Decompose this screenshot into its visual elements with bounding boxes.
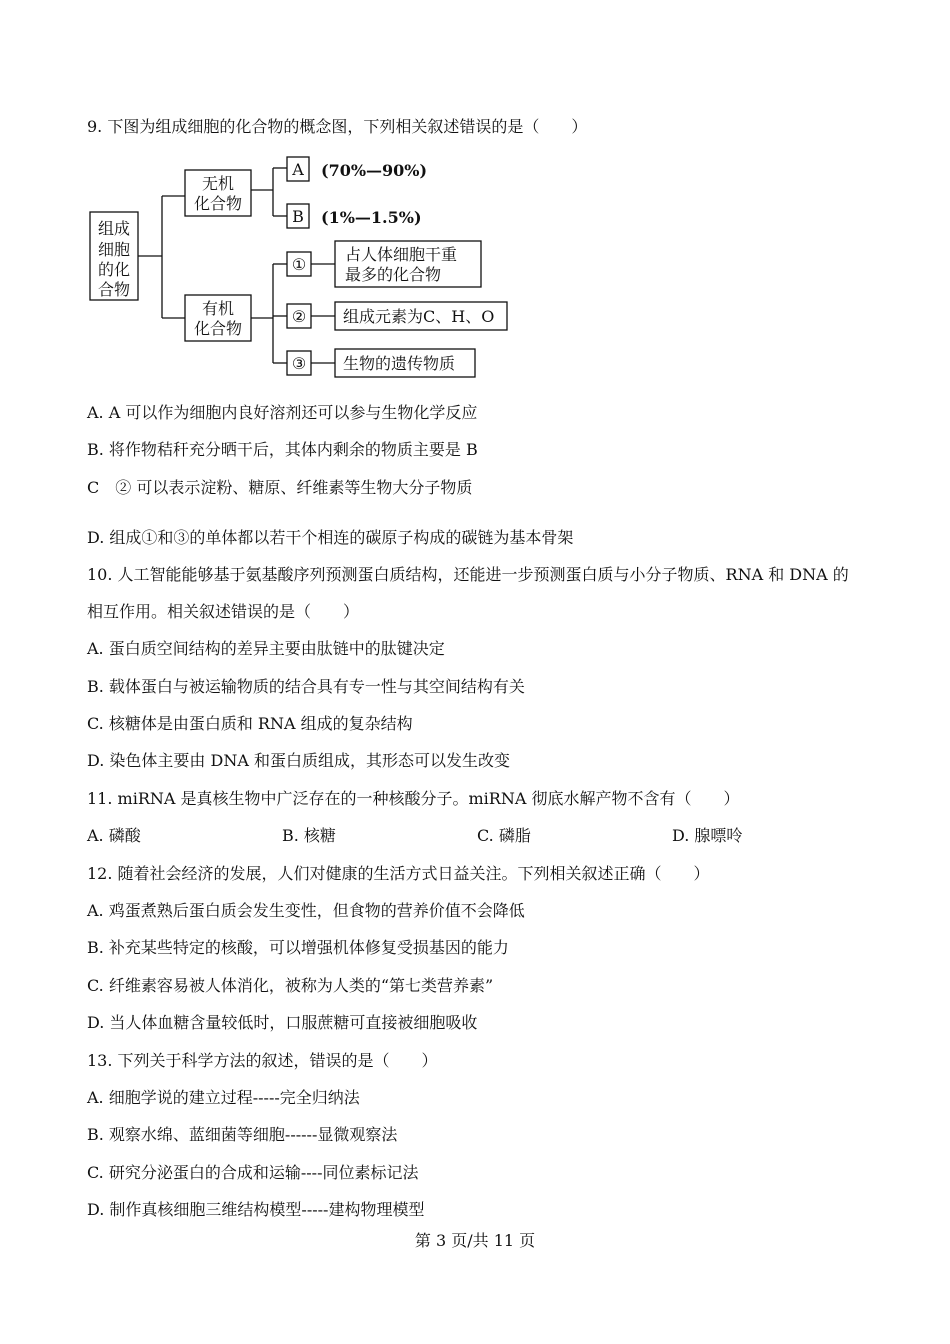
q12-option-d: D. 当人体血糖含量较低时，口服蔗糖可直接被细胞吸收 [87,1013,478,1032]
q9-option-d: D. 组成①和③的单体都以若干个相连的碳原子构成的碳链为基本骨架 [87,528,574,547]
page-footer: 第 3 页/共 11 页 [414,1231,536,1250]
q11-option-a: A. 磷酸 [87,826,141,845]
q10-option-d: D. 染色体主要由 DNA 和蛋白质组成，其形态可以发生改变 [87,751,510,770]
q10-option-b: B. 载体蛋白与被运输物质的结合具有专一性与其空间结构有关 [87,677,525,696]
q10-option-c: C. 核糖体是由蛋白质和 RNA 组成的复杂结构 [87,714,413,733]
q9-option-a: A. A 可以作为细胞内良好溶剂还可以参与生物化学反应 [87,403,478,422]
diagram-n2-text: 组成元素为C、H、O [343,307,495,326]
diagram-inorganic-line1: 无机 [201,174,235,193]
diagram-n1-text-line1: 占人体细胞干重 [345,245,458,264]
q13-stem: 13. 下列关于科学方法的叙述，错误的是（ ） [87,1051,438,1070]
diagram-a-value: (70%—90%) [321,161,428,180]
diagram-b-label: B [292,207,304,226]
q9-option-c: C ② 可以表示淀粉、糖原、纤维素等生物大分子物质 [87,478,473,497]
diagram-root-line3: 的化 [97,260,131,279]
diagram-organic-line2: 化合物 [193,319,243,338]
diagram-n3-label: ③ [291,354,307,373]
q9-option-b: B. 将作物秸秆充分晒干后，其体内剩余的物质主要是 B [87,440,478,459]
q12-option-a: A. 鸡蛋煮熟后蛋白质会发生变性，但食物的营养价值不会降低 [87,901,525,920]
diagram-root-line1: 组成 [97,219,131,238]
q9-stem: 9. 下图为组成细胞的化合物的概念图，下列相关叙述错误的是（ ） [87,117,588,136]
q10-option-a: A. 蛋白质空间结构的差异主要由肽链中的肽键决定 [87,639,445,658]
q12-stem: 12. 随着社会经济的发展，人们对健康的生活方式日益关注。下列相关叙述正确（ ） [87,864,710,883]
diagram-n1-label: ① [291,255,307,274]
q10-stem-line2: 相互作用。相关叙述错误的是（ ） [87,602,360,621]
q12-option-c: C. 纤维素容易被人体消化，被称为人类的“第七类营养素” [87,976,494,995]
q13-option-a: A. 细胞学说的建立过程-----完全归纳法 [87,1088,360,1107]
q11-stem: 11. miRNA 是真核生物中广泛存在的一种核酸分子。miRNA 彻底水解产物不含有（ ） [87,789,740,808]
diagram-root-line4: 合物 [97,280,131,299]
diagram-n2-label: ② [291,307,307,326]
diagram-n1-text-line2: 最多的化合物 [345,265,442,284]
q13-option-d: D. 制作真核细胞三维结构模型-----建构物理模型 [87,1200,425,1219]
q11-option-c: C. 磷脂 [477,826,531,845]
diagram-inorganic-line2: 化合物 [193,194,243,213]
q13-option-b: B. 观察水绵、蓝细菌等细胞------显微观察法 [87,1125,398,1144]
q13-option-c: C. 研究分泌蛋白的合成和运输----同位素标记法 [87,1163,419,1182]
q11-option-d: D. 腺嘌呤 [672,826,743,845]
q10-stem-line1: 10. 人工智能能够基于氨基酸序列预测蛋白质结构，还能进一步预测蛋白质与小分子物质、RNA 和 DNA 的 [87,565,849,584]
q11-option-b: B. 核糖 [282,826,336,845]
diagram-n3-text: 生物的遗传物质 [343,354,456,373]
q12-option-b: B. 补充某些特定的核酸，可以增强机体修复受损基因的能力 [87,938,509,957]
diagram-b-value: (1%—1.5%) [321,208,422,227]
q9-concept-diagram [85,150,525,382]
diagram-root-line2: 细胞 [97,240,131,259]
diagram-a-label: A [292,160,304,179]
diagram-organic-line1: 有机 [201,299,235,318]
